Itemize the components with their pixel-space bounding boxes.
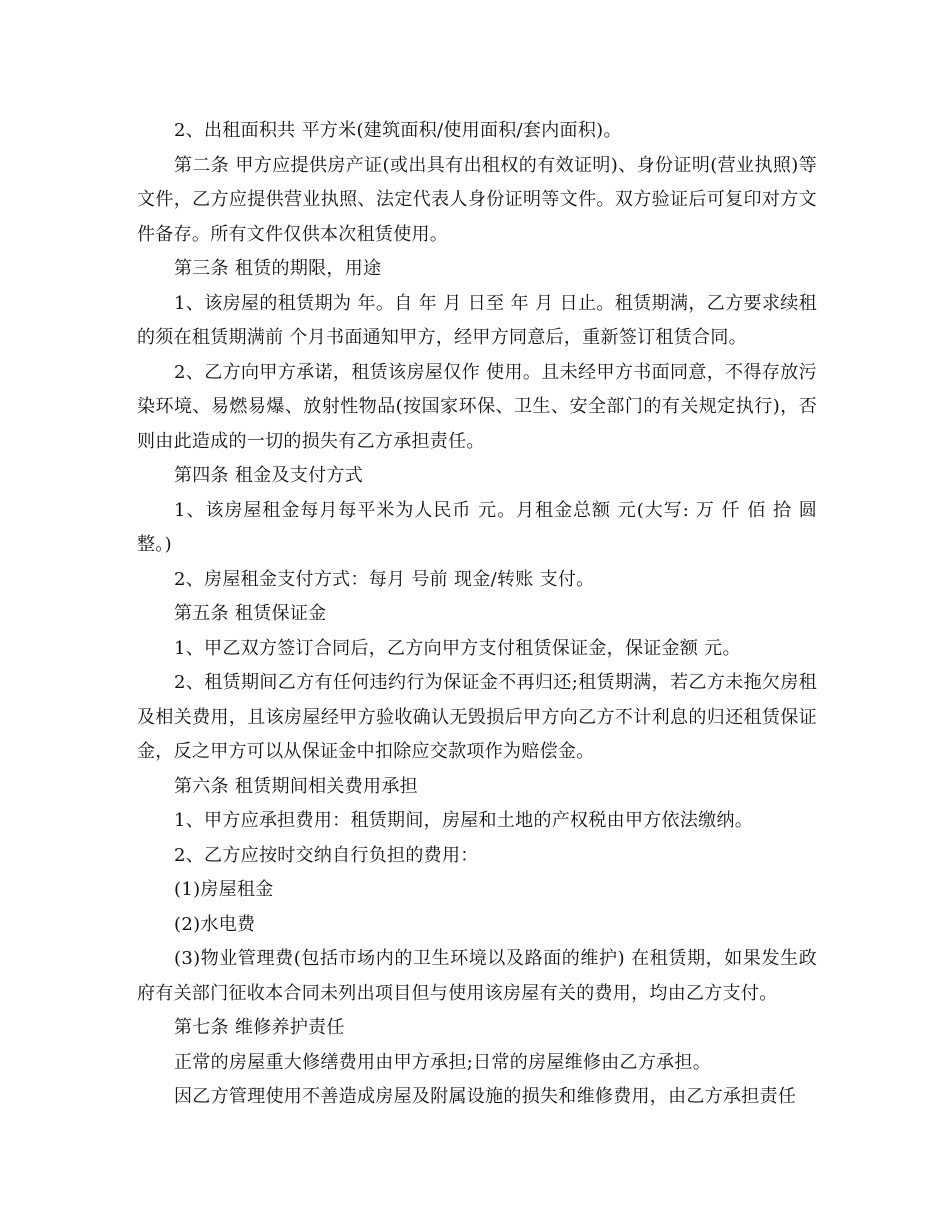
paragraph-article-6-item-1: 1、甲方应承担费用：租赁期间，房屋和土地的产权税由甲方依法缴纳。 <box>174 810 754 831</box>
paragraph-article-3-item-2: 2、乙方向甲方承诺，租赁该房屋仅作 使用。且未经甲方书面同意，不得存放污染环境、易燃易爆、放射性物品(按国家环保、卫生、安全部门的有关规定执行)，否则由此造成的一切的损失有乙方承担责任。 <box>137 361 817 452</box>
paragraph-area-clause: 2、出租面积共 平方米(建筑面积/使用面积/套内面积)。 <box>174 120 622 141</box>
contract-body <box>137 114 817 1115</box>
paragraph-article-7-item-1: 正常的房屋重大修缮费用由甲方承担;日常的房屋维修由乙方承担。 <box>174 1051 712 1073</box>
heading-article-3: 第三条 租赁的期限，用途 <box>174 258 382 279</box>
heading-article-5: 第五条 租赁保证金 <box>174 603 327 624</box>
list-item-utilities: (2)水电费 <box>174 913 256 935</box>
list-item-rent: (1)房屋租金 <box>174 879 274 900</box>
paragraph-article-4-item-1: 1、该房屋租金每月每平米为人民币 元。月租金总额 元(大写: 万 仟 佰 拾 圆整。) <box>137 499 817 555</box>
paragraph-article-7-item-2: 因乙方管理使用不善造成房屋及附属设施的损失和维修费用，由乙方承担责任 <box>174 1086 797 1107</box>
heading-article-6: 第六条 租赁期间相关费用承担 <box>174 775 418 797</box>
paragraph-article-5-item-1: 1、甲乙双方签订合同后，乙方向甲方支付租赁保证金，保证金额 元。 <box>174 637 741 659</box>
paragraph-article-4-item-2: 2、房屋租金支付方式：每月 号前 现金/转账 支付。 <box>174 568 595 590</box>
heading-article-4: 第四条 租金及支付方式 <box>174 465 364 486</box>
paragraph-article-5-item-2: 2、租赁期间乙方有任何违约行为保证金不再归还;租赁期满，若乙方未拖欠房租及相关费用，且该房屋经甲方验收确认无毁损后甲方向乙方不计利息的归还租赁保证金，反之甲方可以从保证金中扣除应交款项作为赔偿金。 <box>137 672 817 762</box>
paragraph-article-2: 第二条 甲方应提供房产证(或出具有出租权的有效证明)、身份证明(营业执照)等文件，乙方应提供营业执照、法定代表人身份证明等文件。双方验证后可复印对方文件备存。所有文件仅供本次租赁使用。 <box>137 154 817 245</box>
paragraph-article-6-item-2: 2、乙方应按时交纳自行负担的费用： <box>174 844 479 866</box>
paragraph-article-3-item-1: 1、该房屋的租赁期为 年。自 年 月 日至 年 月 日止。租赁期满，乙方要求续租的须在租赁期满前 个月书面通知甲方，经甲方同意后，重新签订租赁合同。 <box>137 292 817 348</box>
heading-article-7: 第七条 维修养护责任 <box>174 1017 345 1038</box>
list-item-property-fee: (3)物业管理费(包括市场内的卫生环境以及路面的维护) 在租赁期，如果发生政府有关部门征收本合同未列出项目但与使用该房屋有关的费用，均由乙方支付。 <box>137 948 817 1004</box>
